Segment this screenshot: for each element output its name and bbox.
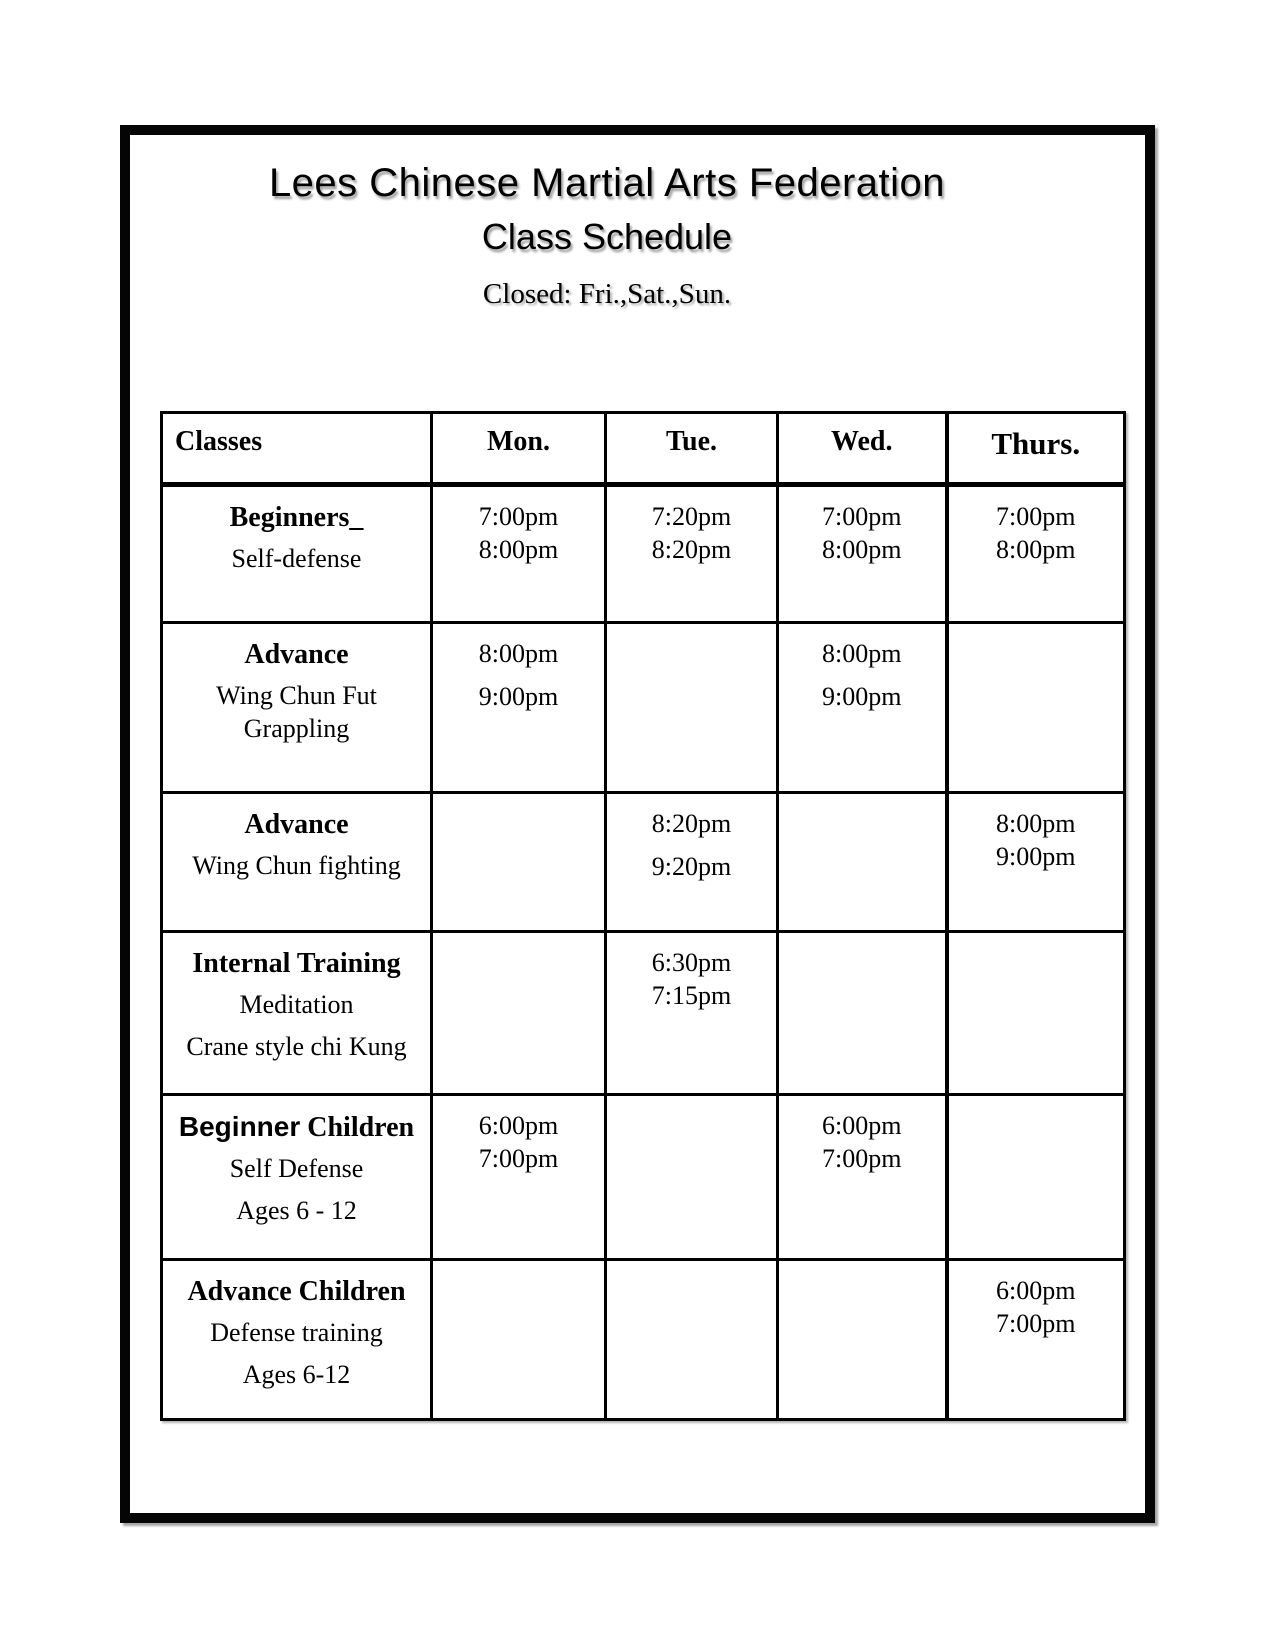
time-value: 7:00pm bbox=[822, 502, 902, 531]
time-cell bbox=[947, 623, 1125, 793]
time-cell bbox=[432, 1260, 606, 1420]
time-cell bbox=[432, 793, 606, 932]
time-value: 8:20pm bbox=[651, 535, 732, 564]
column-header-tue: Tue. bbox=[606, 413, 778, 485]
time-value: 8:00pm bbox=[996, 535, 1076, 564]
class-name: Advance bbox=[244, 809, 349, 840]
page-title: Lees Chinese Martial Arts Federation bbox=[268, 161, 946, 205]
class-name: Beginners_ bbox=[229, 502, 364, 533]
closed-days-note: Closed: Fri.,Sat.,Sun. bbox=[482, 278, 732, 310]
time-value: 9:00pm bbox=[478, 682, 559, 711]
time-value: 6:00pm bbox=[822, 1111, 902, 1140]
time-cell bbox=[947, 1095, 1125, 1260]
time-cell bbox=[947, 932, 1125, 1095]
time-value: 7:00pm bbox=[996, 502, 1076, 531]
class-label-cell bbox=[162, 1095, 432, 1260]
time-cell bbox=[947, 1260, 1125, 1420]
class-label-cell bbox=[162, 485, 432, 623]
class-label-cell bbox=[162, 623, 432, 793]
class-label-cell bbox=[162, 932, 432, 1095]
time-value: 7:00pm bbox=[822, 1144, 902, 1173]
time-cell bbox=[778, 932, 947, 1095]
time-cell bbox=[606, 793, 778, 932]
time-value: 7:20pm bbox=[651, 502, 732, 531]
time-cell bbox=[778, 1260, 947, 1420]
time-value: 6:00pm bbox=[478, 1111, 559, 1140]
class-name: Beginner Children bbox=[178, 1111, 415, 1143]
class-label-cell bbox=[162, 1260, 432, 1420]
time-value: 7:00pm bbox=[478, 1144, 559, 1173]
time-cell bbox=[778, 793, 947, 932]
time-value: 7:00pm bbox=[478, 502, 559, 531]
class-subtitle: Self-defense bbox=[231, 544, 362, 573]
time-value: 6:00pm bbox=[996, 1276, 1076, 1305]
class-row bbox=[162, 793, 1125, 932]
time-cell bbox=[778, 485, 947, 623]
heading-block bbox=[130, 135, 1084, 311]
time-value: 9:20pm bbox=[651, 852, 732, 881]
time-value: 9:00pm bbox=[996, 842, 1076, 871]
time-cell bbox=[778, 1095, 947, 1260]
class-subtitle: Wing Chun Fut Grappling bbox=[216, 681, 377, 743]
class-row bbox=[162, 932, 1125, 1095]
column-header-thurs: Thurs. bbox=[947, 413, 1125, 485]
class-label-cell bbox=[162, 793, 432, 932]
schedule-header-row bbox=[162, 413, 1125, 485]
time-cell bbox=[432, 623, 606, 793]
class-subtitle: Self Defense bbox=[229, 1154, 364, 1183]
time-value: 6:30pm bbox=[651, 948, 732, 977]
time-cell bbox=[778, 623, 947, 793]
time-value: 7:00pm bbox=[996, 1309, 1076, 1338]
time-cell bbox=[606, 1095, 778, 1260]
column-header-wed: Wed. bbox=[778, 413, 947, 485]
time-value: 8:00pm bbox=[478, 535, 559, 564]
class-subtitle: Defense training bbox=[210, 1318, 383, 1347]
column-header-classes: Classes bbox=[162, 413, 432, 485]
page-border-frame bbox=[120, 125, 1155, 1523]
time-cell bbox=[606, 485, 778, 623]
class-subtitle: Ages 6 - 12 bbox=[236, 1196, 357, 1225]
class-subtitle: Ages 6-12 bbox=[242, 1360, 351, 1389]
class-name: Advance bbox=[244, 639, 349, 670]
class-row bbox=[162, 1260, 1125, 1420]
column-header-mon: Mon. bbox=[432, 413, 606, 485]
schedule-table bbox=[160, 411, 1126, 1421]
time-cell bbox=[432, 485, 606, 623]
time-value: 8:00pm bbox=[478, 639, 559, 668]
class-subtitle: Crane style chi Kung bbox=[186, 1032, 407, 1061]
page-subtitle: Class Schedule bbox=[481, 216, 733, 257]
time-value: 8:00pm bbox=[822, 639, 902, 668]
class-subtitle: Meditation bbox=[239, 990, 354, 1019]
class-name: Advance Children bbox=[187, 1276, 406, 1307]
class-row bbox=[162, 485, 1125, 623]
time-value: 8:00pm bbox=[822, 535, 902, 564]
time-cell bbox=[606, 1260, 778, 1420]
time-cell bbox=[432, 1095, 606, 1260]
time-cell bbox=[947, 485, 1125, 623]
time-cell bbox=[432, 932, 606, 1095]
class-subtitle: Wing Chun fighting bbox=[192, 851, 401, 880]
time-value: 9:00pm bbox=[822, 682, 902, 711]
time-cell bbox=[947, 793, 1125, 932]
class-row bbox=[162, 1095, 1125, 1260]
time-cell bbox=[606, 623, 778, 793]
time-cell bbox=[606, 932, 778, 1095]
time-value: 8:00pm bbox=[996, 809, 1076, 838]
time-value: 7:15pm bbox=[651, 981, 732, 1010]
class-row bbox=[162, 623, 1125, 793]
time-value: 8:20pm bbox=[651, 809, 732, 838]
class-name: Internal Training bbox=[192, 948, 401, 979]
